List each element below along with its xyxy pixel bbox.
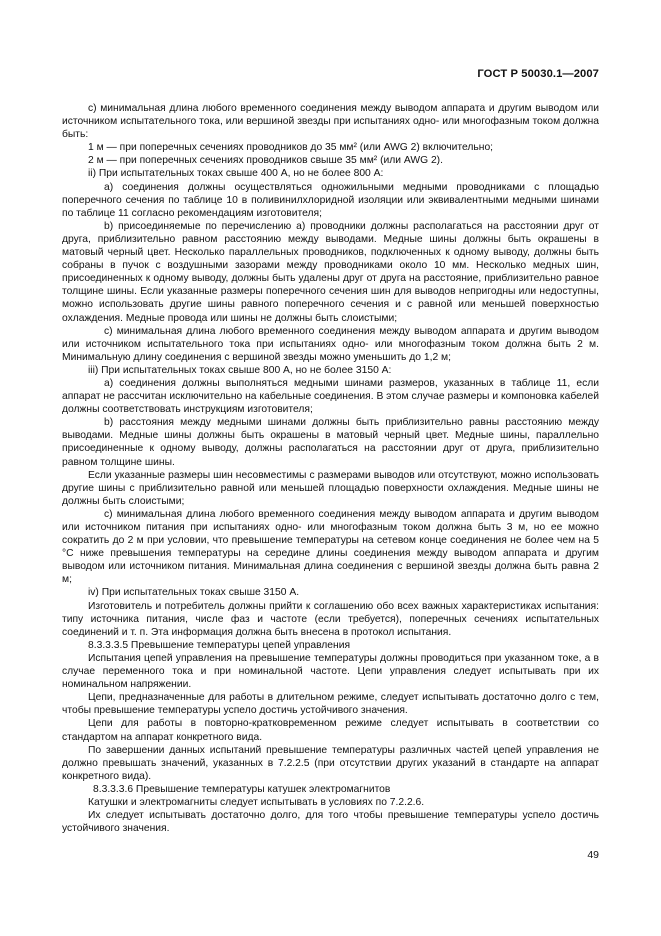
paragraph: с) минимальная длина любого временного соединения между выводом аппарата и другим выводом или источником испытательного тока при испытаниях одно- или многофазным током должна быть 2 м. Минимальную длину соединения с вершиной звезды можно уменьшить до 1,2 м; [62,325,599,363]
document-body [62,102,599,835]
paragraph: Цепи, предназначенные для работы в длительном режиме, следует испытывать достаточно долго с тем, чтобы превышение температуры успело достичь устойчивого значения. [62,692,599,717]
paragraph: с) минимальная длина любого временного соединения между выводом аппарата и другим выводом или источником питания при испытаниях одно- или многофазным током должна быть 3 м, но ее можно сократить до 2 м при условии, что превышение температуры на сетевом конце соединения не более чем на 5 °С ниже превышения температуры на середине длины соединения между выводом аппарата и другим выводом или источником питания. Минимальная длина соединения с вершиной звезды должна быть равна 2 м; [62,508,599,586]
paragraph: iii) При испытательных токах свыше 800 А, но не более 3150 А: [88,364,392,376]
paragraph: Их следует испытывать достаточно долго, для того чтобы превышение температуры успело достичь устойчивого значения. [62,810,599,835]
paragraph: 8.3.3.3.6 Превышение температуры катушек электромагнитов [93,783,391,795]
paragraph: Если указанные размеры шин несовместимы с размерами выводов или отсутствуют, можно использовать другие шины с приблизительно равной или меньшей площадью поверхности охлаждения. Медные шины не должны быть слоистыми; [62,469,599,507]
paragraph: с) минимальная длина любого временного соединения между выводом аппарата и другим выводом или источником испытательного тока, или вершиной звезды при испытаниях одно- или многофазным током должна быть: [62,103,599,141]
paragraph: 2 м — при поперечных сечениях проводников свыше 35 мм² (или AWG 2). [88,155,443,167]
paragraph: Испытания цепей управления на превышение температуры должны проводиться при указанном токе, а в случае переменного тока и при номинальной частоте. Цепи управления следует испытывать при их номинальном напряжении. [62,652,599,691]
paragraph: 8.3.3.3.5 Превышение температуры цепей управления [88,639,351,651]
paragraph: Катушки и электромагниты следует испытывать в условиях по 7.2.2.6. [88,796,425,808]
paragraph: По завершении данных испытаний превышение температуры различных частей цепей управления не должно превышать значений, указанных в 7.2.2.5 (при отсутствии других указаний в стандарте на аппарат конкретного вида). [62,744,599,782]
paragraph: Изготовитель и потребитель должны прийти к соглашению обо всех важных характеристиках испытания: типу источника питания, числе фаз и частоте (если требуется), поперечных сечениях испытательных соединений и т. п. Эта информация должна быть внесена в протокол испытания. [62,600,599,638]
paragraph: а) соединения должны выполняться медными шинами размеров, указанных в таблице 11, если аппарат не рассчитан исключительно на кабельные соединения. В этом случае размеры и компоновка кабелей должны соответствовать инструкциям изготовителя; [62,377,599,416]
paragraph: Цепи для работы в повторно-кратковременном режиме следует испытывать в соответствии со стандартом на аппарат конкретного вида. [62,718,599,743]
paragraph: b) расстояния между медными шинами должны быть приблизительно равны расстоянию между выводами. Медные шины должны быть окрашены в матовый черный цвет. Медные шины, параллельно присоединенные к одному выводу, должны располагаться на расстоянии друг от друга, приблизительно равном толщине шины. [62,417,599,468]
paragraph: b) присоединяемые по перечислению а) проводники должны располагаться на расстоянии друг от друга, приблизительно равном расстоянию между выводами. Медные шины должны быть окрашены в матовый черный цвет. Несколько параллельных проводников, подключенных к одному выводу, должны быть собраны в пучок с воздушными зазорами между проводниками около 10 мм. Несколько медных шин, присоединенных к одному выводу, должны быть удалены друг от друга на расстояние, приблизительно равное толщине шины. Если указанные размеры поперечного сечения шин для выводов непригодны или недоступны, можно использовать другие шины равного поперечного сечения и с равной или меньшей поверхностью охлаждения. Медные провода или шины не должны быть слоистыми; [62,220,599,324]
paragraph: ii) При испытательных токах свыше 400 А, но не более 800 А: [88,168,384,180]
page-number: 49 [587,849,599,861]
standard-header: ГОСТ Р 50030.1—2007 [477,68,599,80]
paragraph: 1 м — при поперечных сечениях проводников до 35 мм² (или AWG 2) включительно; [88,142,494,154]
paragraph: iv) При испытательных токах свыше 3150 А. [88,587,300,599]
paragraph: а) соединения должны осуществляться одножильными медными проводниками с площадью поперечного сечения по таблице 10 в поливинилхлоридной изоляции или эквивалентными медными шинами по таблице 11 согласно рекомендациям изготовителя; [62,181,599,219]
